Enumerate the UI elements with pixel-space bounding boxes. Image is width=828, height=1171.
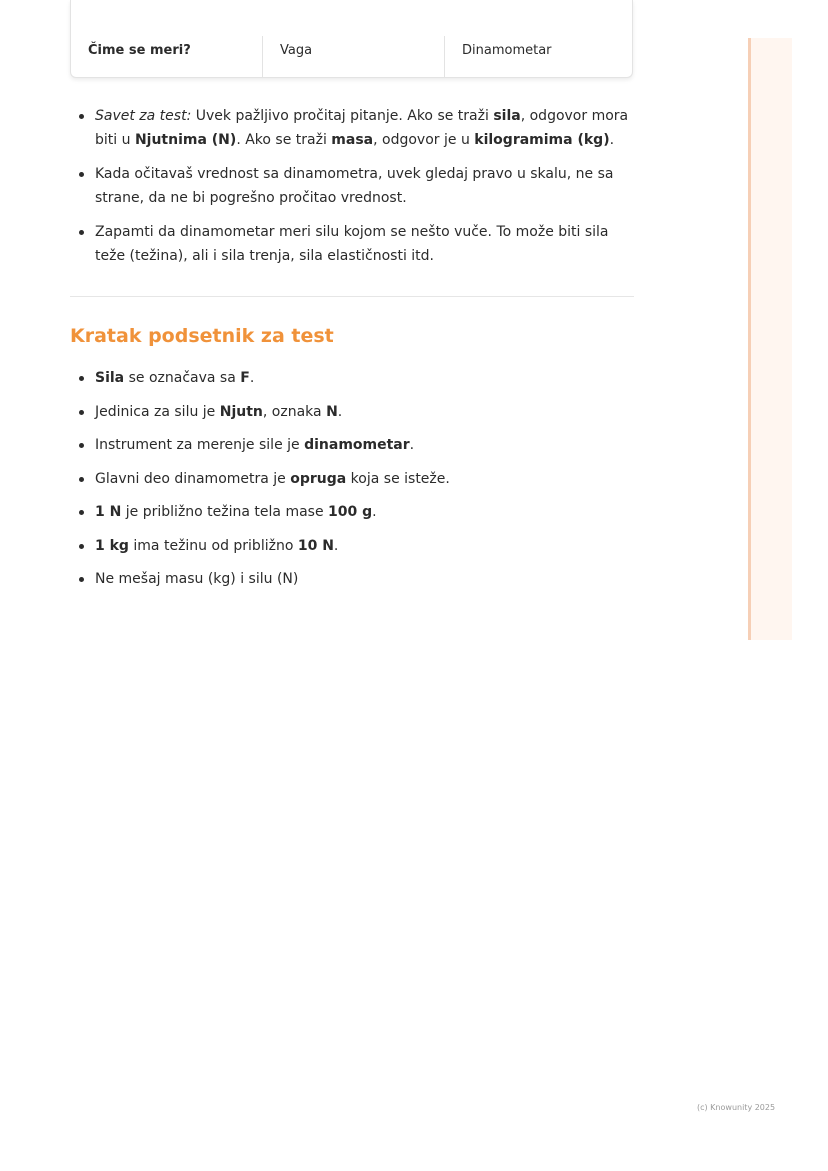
- bullet-icon: [79, 376, 84, 381]
- bullet-icon: [79, 577, 84, 582]
- list-item: Sila se označava sa F.: [70, 366, 634, 390]
- list-item: 1 kg ima težinu od približno 10 N.: [70, 534, 634, 558]
- table-cell-mass: Vaga: [263, 36, 445, 78]
- bullet-icon: [79, 477, 84, 482]
- copyright-footer: (c) Knowunity 2025: [697, 1103, 776, 1112]
- bullet-icon: [79, 544, 84, 549]
- table-row-label: Čime se meri?: [71, 36, 263, 78]
- tips-list: [70, 104, 634, 278]
- reminder-list: [70, 366, 634, 601]
- side-panel: [748, 38, 792, 640]
- bullet-icon: [79, 510, 84, 515]
- list-item: Kada očitavaš vrednost sa dinamometra, uvek gledaj pravo u skalu, ne sa strane, da ne bi pogrešno pročitao vrednost.: [70, 162, 634, 210]
- table-cell-force: Dinamometar: [462, 43, 552, 58]
- bullet-icon: [79, 114, 84, 119]
- table-row: [71, 36, 632, 78]
- list-item: Glavni deo dinamometra je opruga koja se isteže.: [70, 467, 634, 491]
- list-item: 1 N je približno težina tela mase 100 g.: [70, 500, 634, 524]
- bullet-icon: [79, 443, 84, 448]
- list-item: Instrument za merenje sile je dinamometar.: [70, 433, 634, 457]
- list-item: Jedinica za silu je Njutn, oznaka N.: [70, 400, 634, 424]
- list-item: Ne mešaj masu (kg) i silu (N): [70, 567, 634, 591]
- bullet-icon: [79, 172, 84, 177]
- comparison-table: [70, 0, 633, 78]
- section-divider: [70, 296, 634, 297]
- list-item: Zapamti da dinamometar meri silu kojom se nešto vuče. To može biti sila teže (težina), ali i sila trenja, sila elastičnosti itd.: [70, 220, 634, 268]
- list-item: Savet za test: Uvek pažljivo pročitaj pitanje. Ako se traži sila, odgovor mora biti u Njutnima (N). Ako se traži masa, odgovor je u kilogramima (kg).: [70, 104, 634, 152]
- section-title: Kratak podsetnik za test: [70, 325, 334, 347]
- bullet-icon: [79, 230, 84, 235]
- bullet-icon: [79, 410, 84, 415]
